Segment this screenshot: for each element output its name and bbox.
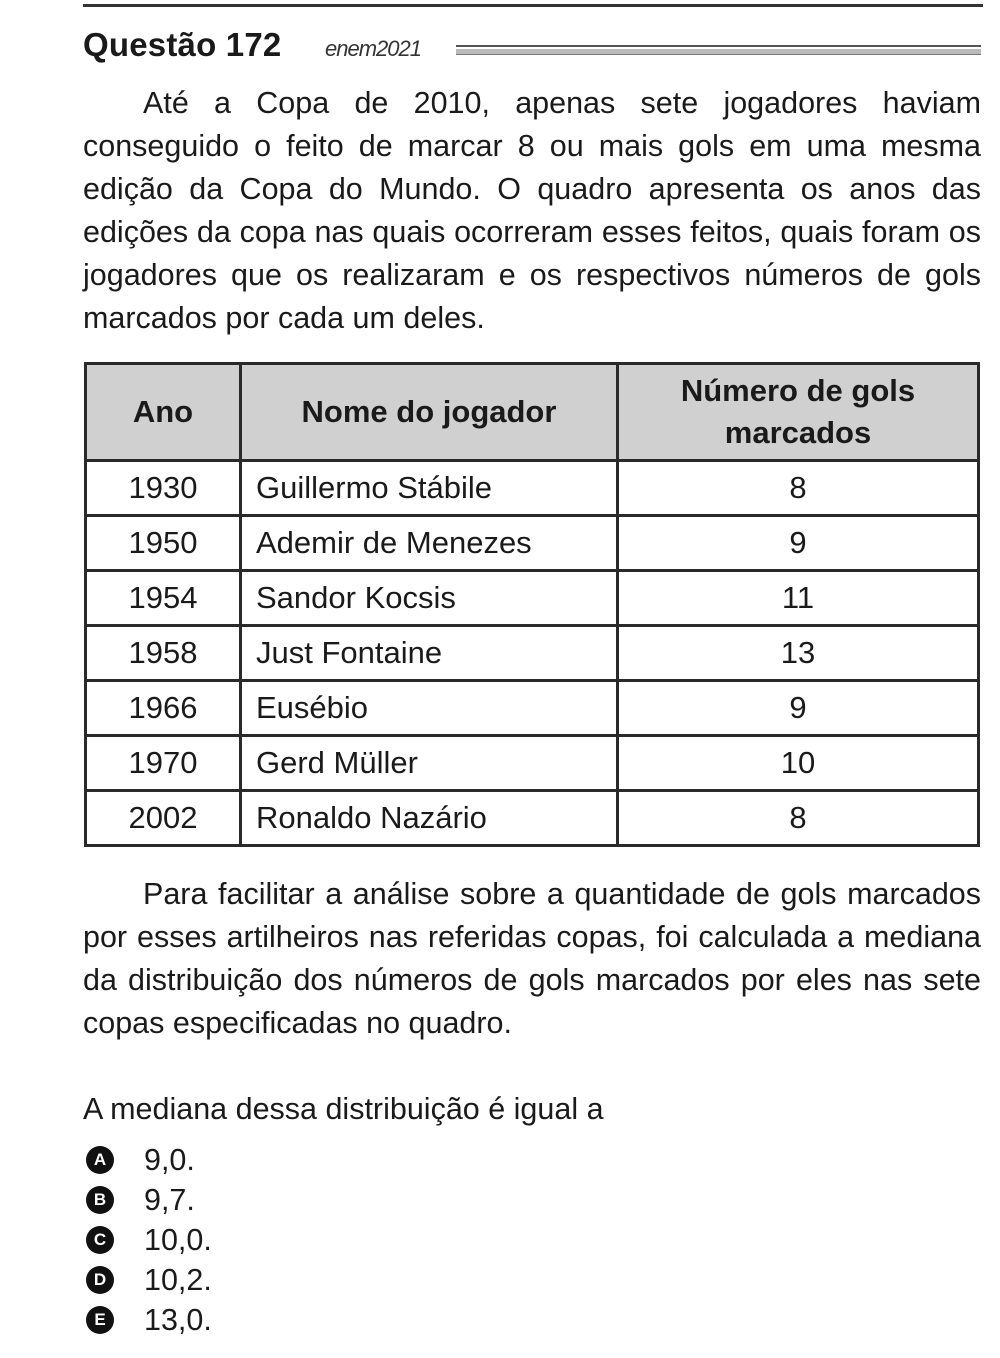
cell-ano: 1950 xyxy=(86,516,241,571)
option-d[interactable] xyxy=(86,1260,212,1300)
option-d-text: 10,2. xyxy=(144,1262,212,1297)
header-ano: Ano xyxy=(86,364,241,461)
cell-nome: Ademir de Menezes xyxy=(241,516,618,571)
cell-gols: 13 xyxy=(618,626,979,681)
cell-gols: 8 xyxy=(618,791,979,846)
cell-gols: 10 xyxy=(618,736,979,791)
cell-nome: Sandor Kocsis xyxy=(241,571,618,626)
option-a-badge: A xyxy=(86,1146,114,1174)
cell-gols: 8 xyxy=(618,461,979,516)
cell-ano: 2002 xyxy=(86,791,241,846)
option-b[interactable] xyxy=(86,1180,212,1220)
scorers-table xyxy=(84,362,980,847)
option-e-badge: E xyxy=(86,1306,114,1334)
header-nome: Nome do jogador xyxy=(241,364,618,461)
question-title: Questão 172 xyxy=(83,26,282,63)
table-row xyxy=(86,461,979,516)
option-a[interactable] xyxy=(86,1140,212,1180)
cell-nome: Ronaldo Nazário xyxy=(241,791,618,846)
option-e[interactable] xyxy=(86,1300,212,1340)
cell-ano: 1930 xyxy=(86,461,241,516)
header-gols: Número de gols marcados xyxy=(618,364,979,461)
cell-ano: 1958 xyxy=(86,626,241,681)
table-row xyxy=(86,626,979,681)
cell-ano: 1954 xyxy=(86,571,241,626)
cell-gols: 9 xyxy=(618,516,979,571)
cell-gols: 9 xyxy=(618,681,979,736)
top-rule xyxy=(83,4,983,7)
option-e-text: 13,0. xyxy=(144,1302,212,1337)
table-row xyxy=(86,736,979,791)
cell-gols: 11 xyxy=(618,571,979,626)
answer-options xyxy=(86,1140,212,1340)
body-paragraph: Para facilitar a análise sobre a quantidade de gols marcados por esses artilheiros nas referidas copas, foi calculada a mediana da distribuição dos números de gols marcados por eles nas sete copas especificadas no quadro. xyxy=(83,877,981,1040)
table-row xyxy=(86,791,979,846)
cell-nome: Gerd Müller xyxy=(241,736,618,791)
intro-paragraph: Até a Copa de 2010, apenas sete jogadores haviam conseguido o feito de marcar 8 ou mais gols em uma mesma edição da Copa do Mundo. O quadro apresenta os anos das edições da copa nas quais ocorreram esses feitos, quais foram os jogadores que os realizaram e os respectivos números de gols marcados por cada um deles. xyxy=(83,86,981,335)
table-row xyxy=(86,681,979,736)
cell-ano: 1966 xyxy=(86,681,241,736)
option-c-badge: C xyxy=(86,1226,114,1254)
enem-logo xyxy=(321,36,981,62)
question-header xyxy=(83,24,983,74)
option-b-text: 9,7. xyxy=(144,1182,195,1217)
enem-logo-text: enem2021 xyxy=(325,36,421,61)
table-header-row xyxy=(86,364,979,461)
option-b-badge: B xyxy=(86,1186,114,1214)
table-row xyxy=(86,571,979,626)
cell-nome: Guillermo Stábile xyxy=(241,461,618,516)
question-prompt: A mediana dessa distribuição é igual a xyxy=(83,1092,604,1126)
cell-ano: 1970 xyxy=(86,736,241,791)
option-d-badge: D xyxy=(86,1266,114,1294)
option-c[interactable] xyxy=(86,1220,212,1260)
option-a-text: 9,0. xyxy=(144,1142,195,1177)
option-c-text: 10,0. xyxy=(144,1222,212,1257)
cell-nome: Just Fontaine xyxy=(241,626,618,681)
cell-nome: Eusébio xyxy=(241,681,618,736)
table-row xyxy=(86,516,979,571)
